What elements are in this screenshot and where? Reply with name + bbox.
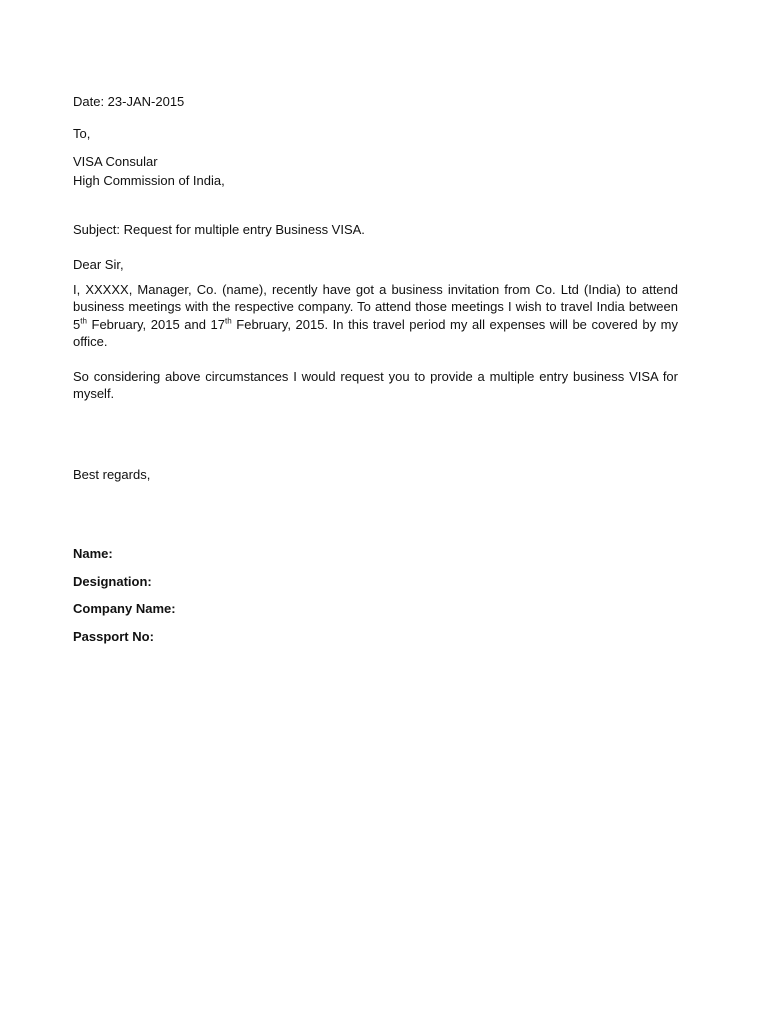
field-passport-no-label: Passport No:	[73, 629, 154, 644]
ordinal-suffix: th	[80, 316, 87, 326]
body-paragraph-2	[73, 368, 678, 403]
body-paragraph-1-line-2: business meetings with the respective company. To attend those meetings I wish to travel India between	[73, 299, 678, 315]
body-paragraph-1	[73, 281, 678, 351]
recipient-office: High Commission of India,	[73, 173, 225, 188]
body-paragraph-2-line-1: So considering above circumstances I would request you to provide a multiple entry business VISA for	[73, 369, 678, 384]
salutation-to: To,	[73, 126, 91, 141]
greeting: Dear Sir,	[73, 257, 124, 272]
field-name-label: Name:	[73, 546, 113, 561]
body-paragraph-2-line-2: myself.	[73, 386, 115, 402]
letter-date: Date: 23-JAN-2015	[73, 94, 185, 109]
travel-dates-text: February, 2015 and 17	[86, 316, 226, 332]
closing: Best regards,	[73, 467, 151, 482]
field-designation-label: Designation:	[73, 574, 152, 589]
body-paragraph-1-line-1: I, XXXXX, Manager, Co. (name), recently have got a business invitation from Co. Ltd (India) to attend	[73, 282, 678, 297]
letter-subject: Subject: Request for multiple entry Business VISA.	[73, 222, 365, 237]
travel-start-day: 5	[73, 316, 81, 332]
ordinal-suffix: th	[225, 316, 232, 326]
field-company-name-label: Company Name:	[73, 601, 176, 616]
body-paragraph-1-line-4: office.	[73, 334, 108, 350]
recipient-title: VISA Consular	[73, 154, 158, 169]
body-paragraph-1-line-3	[73, 316, 678, 333]
expenses-text: February, 2015. In this travel period my all expenses will be covered by my	[231, 316, 678, 332]
